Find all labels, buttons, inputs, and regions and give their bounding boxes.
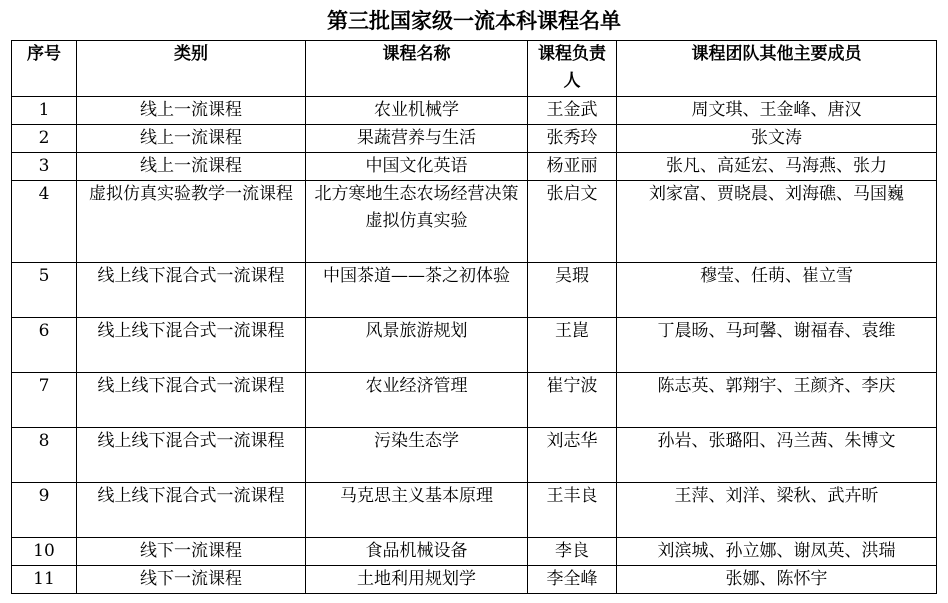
document-title: 第三批国家级一流本科课程名单 — [327, 9, 621, 33]
cell-index: 6 — [12, 318, 77, 373]
cell-course-name: 污染生态学 — [306, 428, 528, 483]
cell-index: 11 — [12, 566, 77, 594]
cell-course-name: 果蔬营养与生活 — [306, 125, 528, 153]
cell-category: 线上线下混合式一流课程 — [77, 483, 306, 538]
cell-category: 线上线下混合式一流课程 — [77, 373, 306, 428]
cell-category: 线下一流课程 — [77, 566, 306, 594]
table-row — [12, 483, 937, 538]
cell-course-leader: 李良 — [528, 538, 617, 566]
cell-team-members: 丁晨旸、马珂馨、谢福春、袁维 — [617, 318, 937, 373]
table-row — [12, 428, 937, 483]
cell-course-name: 食品机械设备 — [306, 538, 528, 566]
cell-course-leader: 刘志华 — [528, 428, 617, 483]
cell-team-members: 王萍、刘洋、梁秋、武卉昕 — [617, 483, 937, 538]
cell-course-name: 马克思主义基本原理 — [306, 483, 528, 538]
cell-course-name: 中国文化英语 — [306, 153, 528, 181]
cell-course-name: 风景旅游规划 — [306, 318, 528, 373]
cell-team-members: 刘滨城、孙立娜、谢凤英、洪瑞 — [617, 538, 937, 566]
cell-team-members: 张文涛 — [617, 125, 937, 153]
cell-category: 线上一流课程 — [77, 97, 306, 125]
cell-category: 线上线下混合式一流课程 — [77, 318, 306, 373]
cell-team-members: 陈志英、郭翔宇、王颜齐、李庆 — [617, 373, 937, 428]
cell-course-name: 土地利用规划学 — [306, 566, 528, 594]
table-row — [12, 318, 937, 373]
cell-team-members: 张娜、陈怀宇 — [617, 566, 937, 594]
cell-category: 线下一流课程 — [77, 538, 306, 566]
cell-course-leader: 王金武 — [528, 97, 617, 125]
cell-course-leader: 李全峰 — [528, 566, 617, 594]
header-category: 类别 — [77, 41, 306, 97]
cell-index: 4 — [12, 181, 77, 263]
table-row — [12, 97, 937, 125]
cell-index: 8 — [12, 428, 77, 483]
table-row — [12, 181, 937, 263]
table-row — [12, 263, 937, 318]
cell-index: 3 — [12, 153, 77, 181]
cell-index: 5 — [12, 263, 77, 318]
cell-team-members: 穆莹、任萌、崔立雪 — [617, 263, 937, 318]
cell-course-leader: 吴瑕 — [528, 263, 617, 318]
table-row — [12, 566, 937, 594]
header-course-name: 课程名称 — [306, 41, 528, 97]
header-course-leader: 课程负责人 — [528, 41, 617, 97]
header-index: 序号 — [12, 41, 77, 97]
table-row — [12, 153, 937, 181]
course-list-table — [11, 40, 937, 594]
cell-course-leader: 杨亚丽 — [528, 153, 617, 181]
cell-index: 2 — [12, 125, 77, 153]
table-row — [12, 538, 937, 566]
cell-course-name: 北方寒地生态农场经营决策虚拟仿真实验 — [306, 181, 528, 263]
table-row — [12, 125, 937, 153]
cell-course-name: 农业经济管理 — [306, 373, 528, 428]
cell-team-members: 张凡、高延宏、马海燕、张力 — [617, 153, 937, 181]
cell-index: 1 — [12, 97, 77, 125]
cell-course-name: 农业机械学 — [306, 97, 528, 125]
cell-course-leader: 崔宁波 — [528, 373, 617, 428]
cell-course-leader: 王丰良 — [528, 483, 617, 538]
header-team-members: 课程团队其他主要成员 — [617, 41, 937, 97]
cell-index: 10 — [12, 538, 77, 566]
cell-category: 虚拟仿真实验教学一流课程 — [77, 181, 306, 263]
cell-index: 7 — [12, 373, 77, 428]
cell-course-leader: 王崑 — [528, 318, 617, 373]
cell-course-leader: 张启文 — [528, 181, 617, 263]
table-row — [12, 373, 937, 428]
cell-course-leader: 张秀玲 — [528, 125, 617, 153]
cell-category: 线上线下混合式一流课程 — [77, 263, 306, 318]
cell-category: 线上一流课程 — [77, 125, 306, 153]
cell-category: 线上线下混合式一流课程 — [77, 428, 306, 483]
cell-team-members: 孙岩、张璐阳、冯兰茜、朱博文 — [617, 428, 937, 483]
cell-category: 线上一流课程 — [77, 153, 306, 181]
table-header-row — [12, 41, 937, 97]
cell-index: 9 — [12, 483, 77, 538]
cell-team-members: 刘家富、贾晓晨、刘海礁、马国巍 — [617, 181, 937, 263]
cell-course-name: 中国茶道——茶之初体验 — [306, 263, 528, 318]
cell-team-members: 周文琪、王金峰、唐汉 — [617, 97, 937, 125]
